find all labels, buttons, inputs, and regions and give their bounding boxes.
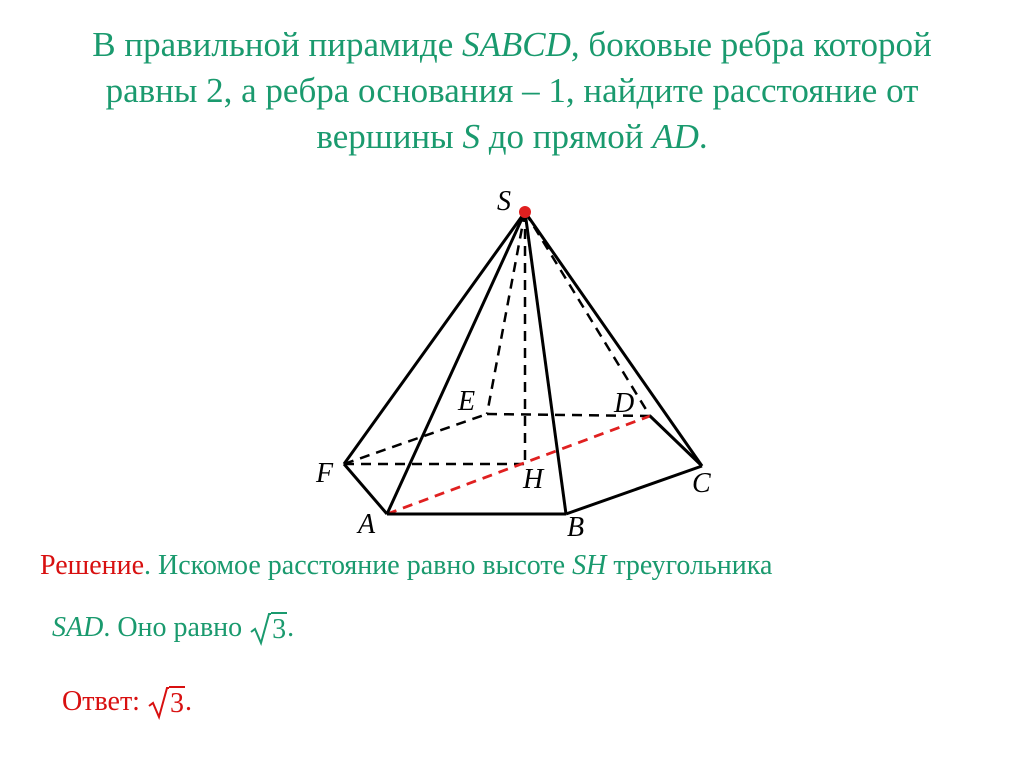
label-E: E: [458, 386, 476, 417]
edge-DC: [650, 416, 702, 466]
apex-point: [519, 206, 531, 218]
answer-radicand: 3: [169, 687, 184, 719]
hidden-edge-FE: [344, 414, 487, 464]
triangle-sad-ref: SAD: [52, 612, 104, 643]
label-F: F: [316, 458, 334, 489]
solution-text-post: треугольника: [606, 550, 773, 581]
vertex-s-ref: S: [462, 117, 480, 156]
problem-line1-pre: В правильной пирамиде: [92, 25, 462, 64]
solution-text-pre: . Искомое расстояние равно высоте: [144, 550, 573, 581]
height-sh-ref: SH: [572, 550, 607, 581]
edge-SF: [344, 212, 525, 464]
answer: [62, 684, 192, 722]
sqrt-3-solution: [249, 612, 287, 648]
label-A: A: [358, 509, 376, 540]
hidden-edge-SE: [487, 212, 525, 414]
problem-line2: равны 2, а ребра основания – 1, найдите расстояние от: [105, 71, 919, 110]
problem-line3-mid: до прямой: [479, 117, 653, 156]
label-D: D: [614, 388, 635, 419]
edge-FA: [344, 464, 387, 514]
line-ad-ref: AD: [652, 117, 699, 156]
problem-line3-pre: вершины: [316, 117, 463, 156]
problem-line3-post: .: [698, 117, 708, 156]
answer-label: Ответ:: [62, 686, 140, 717]
edge-SC: [525, 212, 702, 466]
answer-end: .: [184, 686, 192, 717]
solution-radicand: 3: [272, 613, 287, 645]
edge-SA: [387, 212, 525, 514]
label-B: B: [567, 512, 585, 543]
label-H: H: [523, 464, 544, 495]
solution-text: [40, 548, 1000, 584]
solution-line2-end: .: [287, 612, 295, 643]
problem-line1-post: , боковые ребра которой: [570, 25, 932, 64]
pyramid-name: SABCD: [462, 25, 571, 64]
sqrt-3-answer: [147, 686, 185, 722]
label-S: S: [497, 186, 511, 217]
solution-line2-text: . Оно равно: [103, 612, 250, 643]
label-C: C: [692, 468, 711, 499]
hidden-edge-SD: [525, 212, 650, 419]
edge-BC: [566, 466, 702, 514]
solution-label: Решение: [40, 550, 145, 581]
solution-line2: [52, 610, 294, 648]
